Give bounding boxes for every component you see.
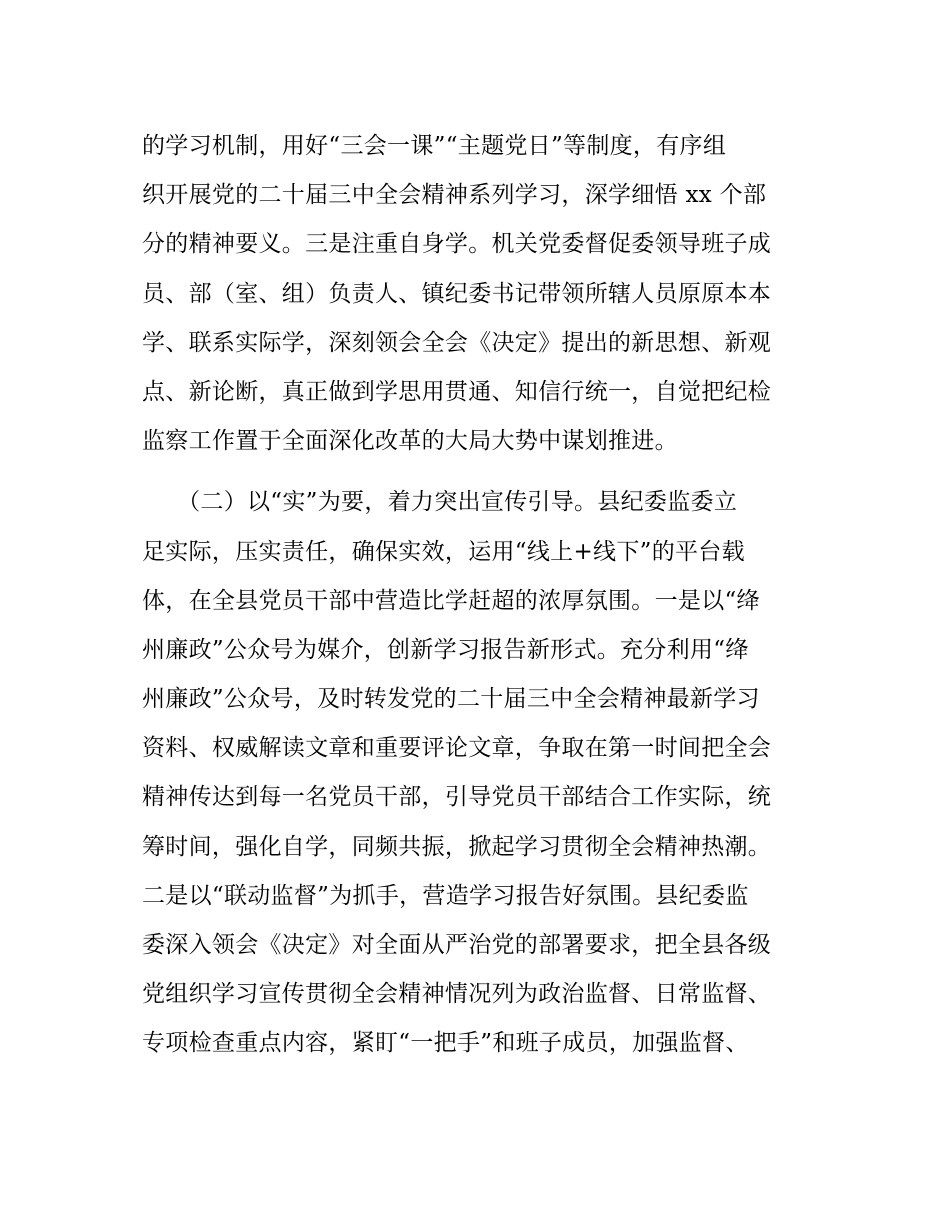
text-line: 精神传达到每一名党员干部，引导党员干部结合工作实际，统: [142, 784, 772, 811]
text-line: 分的精神要义。三是注重自身学。机关党委督促委领导班子成: [142, 231, 772, 258]
document-body: [142, 122, 810, 1069]
paragraph-2: [142, 478, 810, 1068]
text-line: 监察工作置于全面深化改革的大局大势中谋划推进。: [142, 428, 678, 455]
text-line: 筹时间，强化自学，同频共振，掀起学习贯彻全会精神热潮。: [142, 833, 772, 860]
text-line: （二）以“实”为要，着力突出宣传引导。县纪委监委立: [142, 489, 738, 516]
text-line: 二是以“联动监督”为抓手，营造学习报告好氛围。县纪委监: [142, 882, 749, 909]
text-line: 点、新论断，真正做到学思用贯通、知信行统一，自觉把纪检: [142, 378, 772, 405]
text-line: 体，在全县党员干部中营造比学赶超的浓厚氛围。一是以“绛: [142, 587, 760, 614]
text-line: 的学习机制，用好“三会一课”“主题党日”等制度，有序组: [142, 133, 727, 159]
paragraph-spacing: [142, 466, 810, 478]
text-line: 织开展党的二十届三中全会精神系列学习，深学细悟 xx 个部: [142, 182, 767, 209]
text-line: 足实际，压实责任，确保实效，运用“线上+线下”的平台载: [142, 538, 745, 565]
text-line: 委深入领会《决定》对全面从严治党的部署要求，把全县各级: [142, 932, 772, 958]
text-line: 党组织学习宣传贯彻全会精神情况列为政治监督、日常监督、: [142, 981, 772, 1008]
text-line: 员、部（室、组）负责人、镇纪委书记带领所辖人员原原本本: [142, 280, 772, 307]
text-line: 州廉政”公众号为媒介，创新学习报告新形式。充分利用“绛: [142, 636, 749, 663]
text-line: 州廉政”公众号，及时转发党的二十届三中全会精神最新学习: [142, 686, 760, 713]
text-line: 学、联系实际学，深刻领会全会《决定》提出的新思想、新观: [142, 329, 772, 356]
text-line: 专项检查重点内容，紧盯“一把手”和班子成员，加强监督、: [142, 1030, 749, 1057]
paragraph-1: [142, 122, 810, 466]
text-line: 资料、权威解读文章和重要评论文章，争取在第一时间把全会: [142, 735, 772, 762]
